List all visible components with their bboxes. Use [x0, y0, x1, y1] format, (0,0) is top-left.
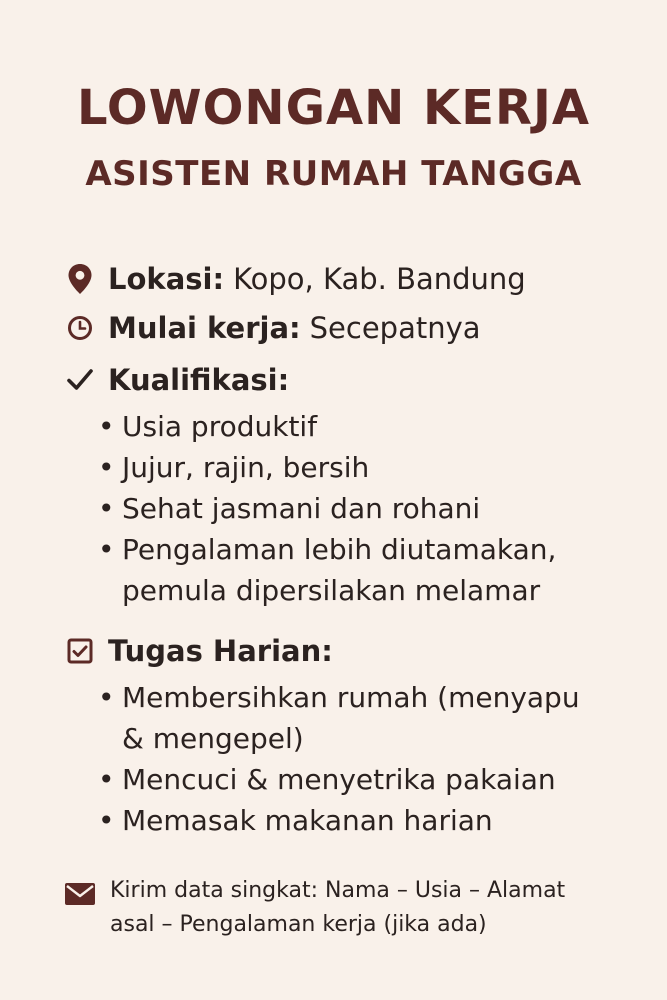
tasks-heading: Tugas Harian: [108, 634, 333, 668]
tasks-list [98, 677, 582, 841]
checkmark-icon [64, 364, 96, 396]
clock-icon [64, 312, 96, 344]
start-value: Secepatnya [309, 311, 481, 345]
list-item: • Pengalaman lebih diutamakan, pemula dipersilakan melamar [98, 529, 582, 611]
location-row [64, 262, 526, 296]
list-item: • Membersihkan rumah (menyapu & mengepel) [98, 677, 582, 759]
location-label: Lokasi: [108, 262, 225, 296]
qualifications-heading-row [64, 363, 289, 397]
envelope-icon [64, 878, 96, 910]
footer-note [64, 874, 590, 942]
qualifications-heading: Kualifikasi: [108, 363, 290, 397]
list-item: • Usia produktif [98, 406, 582, 447]
page-subtitle: ASISTEN RUMAH TANGGA [85, 154, 582, 194]
list-item: • Memasak makanan harian [98, 800, 582, 841]
tasks-heading-row [64, 634, 333, 668]
list-item: • Jujur, rajin, bersih [98, 447, 582, 488]
page-title: LOWONGAN KERJA [77, 80, 590, 136]
list-item: • Mencuci & menyetrika pakaian [98, 759, 582, 800]
location-pin-icon [64, 263, 96, 295]
start-label: Mulai kerja: [108, 311, 301, 345]
qualifications-list [98, 406, 582, 611]
footer-text: Kirim data singkat: Nama – Usia – Alamat asal – Pengalaman kerja (jika ada) [110, 878, 566, 937]
list-item: • Sehat jasmani dan rohani [98, 488, 582, 529]
start-row [64, 311, 481, 345]
location-value: Kopo, Kab. Bandung [233, 262, 526, 296]
checkbox-icon [64, 635, 96, 667]
